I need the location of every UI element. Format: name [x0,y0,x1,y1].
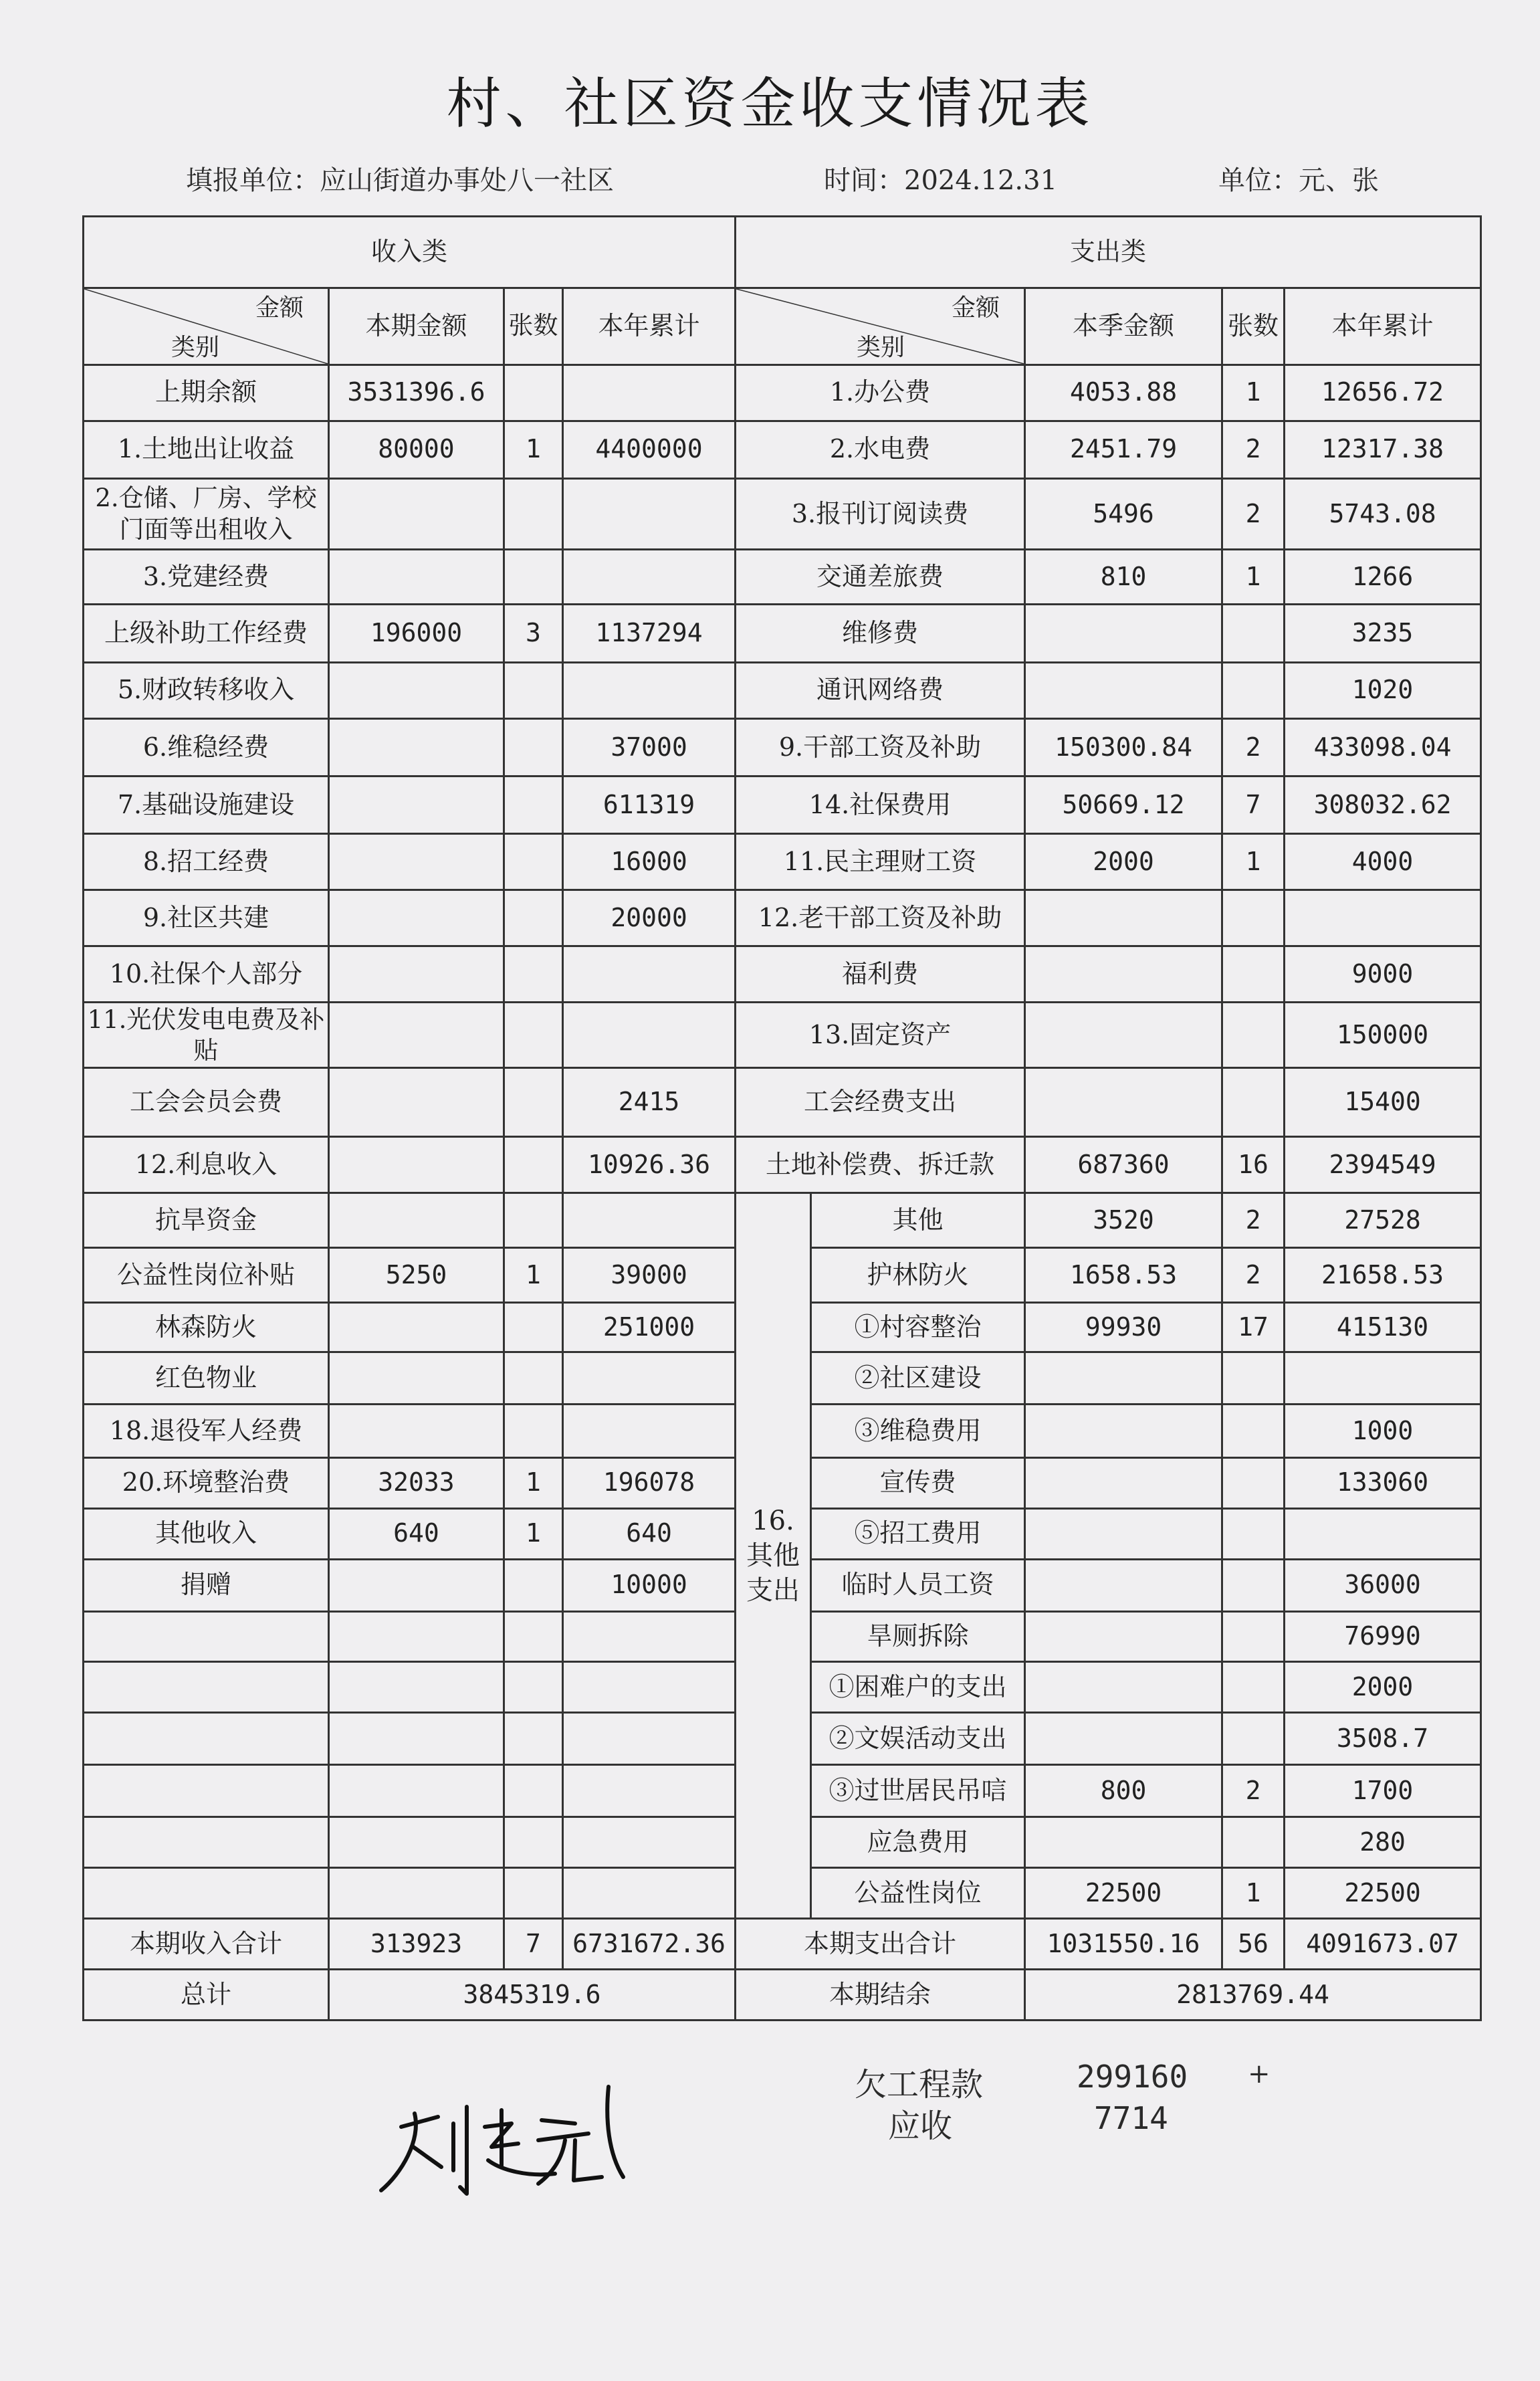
income-category-cell: 12.利息收入 [84,1136,329,1193]
expense-count-cell [1222,1003,1285,1068]
other-expense-category-cell: ⑤招工费用 [811,1508,1025,1559]
page-title: 村、社区资金收支情况表 [446,72,1094,136]
expense-ytd-cell [1285,890,1481,946]
other-expense-count-cell: 2 [1222,1193,1285,1247]
income-category-cell: 20.环境整治费 [84,1457,329,1508]
other-expense-ytd-cell: 22500 [1285,1868,1481,1919]
receivable-value: 7714 [1094,2100,1168,2136]
income-count-cell [504,1713,563,1765]
income-ytd-cell: 10000 [563,1559,736,1611]
other-expense-current-cell [1025,1662,1222,1713]
income-count-cell [504,550,563,605]
income-current-cell [329,1868,504,1919]
income-count-cell: 1 [504,421,563,478]
income-count-cell [504,1068,563,1137]
income-current-cell [329,834,504,890]
income-total-label: 本期收入合计 [84,1918,329,1969]
income-ytd-cell: 4400000 [563,421,736,478]
income-section-header: 收入类 [84,217,736,288]
other-expense-ytd-cell [1285,1352,1481,1404]
expense-category-label: 类别 [857,333,905,361]
expense-current-cell [1025,890,1222,946]
other-expense-count-cell [1222,1457,1285,1508]
income-current-cell [329,776,504,833]
income-current-cell [329,662,504,718]
expense-ytd-cell: 12317.38 [1285,421,1481,478]
other-expense-category-cell: 应急费用 [811,1817,1025,1868]
other-expense-ytd-cell: 1000 [1285,1404,1481,1457]
income-count-cell: 3 [504,605,563,662]
income-current-cell [329,890,504,946]
expense-count-cell [1222,1068,1285,1137]
other-expense-current-cell [1025,1508,1222,1559]
expense-total-label: 本期支出合计 [736,1918,1025,1969]
plus-sign: + [1248,2059,1271,2089]
income-category-cell [84,1713,329,1765]
expense-total-current: 1031550.16 [1025,1918,1222,1969]
income-category-cell: 捐赠 [84,1559,329,1611]
expense-ytd-cell: 12656.72 [1285,365,1481,421]
expense-category-cell: 1.办公费 [736,365,1025,421]
income-count-cell: 1 [504,1247,563,1302]
expense-current-cell: 4053.88 [1025,365,1222,421]
income-current-header: 本期金额 [329,288,504,365]
income-ytd-cell: 640 [563,1508,736,1559]
income-amount-label: 金额 [255,294,304,322]
income-category-cell: 1.土地出让收益 [84,421,329,478]
income-count-cell [504,1765,563,1817]
income-count-cell [504,1611,563,1662]
other-expense-category-cell: 宣传费 [811,1457,1025,1508]
income-ytd-cell [563,662,736,718]
income-count-cell [504,1817,563,1868]
income-category-label: 类别 [171,333,220,361]
income-category-cell [84,1765,329,1817]
expense-section-header: 支出类 [736,217,1481,288]
expense-category-cell: 14.社保费用 [736,776,1025,833]
income-ytd-cell [563,1868,736,1919]
other-expense-ytd-cell: 36000 [1285,1559,1481,1611]
income-diagonal-header [84,288,329,365]
other-expense-category-cell: 公益性岗位 [811,1868,1025,1919]
income-ytd-cell [563,1352,736,1404]
income-current-cell [329,550,504,605]
income-current-cell [329,1303,504,1352]
income-current-cell: 32033 [329,1457,504,1508]
expense-ytd-cell: 150000 [1285,1003,1481,1068]
income-ytd-cell: 10926.36 [563,1136,736,1193]
income-current-cell [329,1404,504,1457]
other-expense-ytd-cell: 133060 [1285,1457,1481,1508]
other-expense-group-label: 16.其他支出 [736,1193,811,1918]
expense-category-cell: 3.报刊订阅读费 [736,478,1025,550]
expense-count-cell: 1 [1222,550,1285,605]
expense-category-cell: 11.民主理财工资 [736,834,1025,890]
income-category-cell: 9.社区共建 [84,890,329,946]
grand-total-label: 总计 [84,1969,329,2020]
income-ytd-cell [563,1713,736,1765]
expense-ytd-header: 本年累计 [1285,288,1481,365]
other-expense-current-cell [1025,1404,1222,1457]
expense-category-cell: 交通差旅费 [736,550,1025,605]
income-ytd-cell: 1137294 [563,605,736,662]
other-expense-category-cell: 旱厕拆除 [811,1611,1025,1662]
income-current-cell: 640 [329,1508,504,1559]
other-expense-count-cell [1222,1352,1285,1404]
other-expense-current-cell: 1658.53 [1025,1247,1222,1302]
expense-current-cell: 2000 [1025,834,1222,890]
income-ytd-cell [563,1611,736,1662]
expense-amount-label: 金额 [952,294,1000,322]
income-category-cell: 上级补助工作经费 [84,605,329,662]
income-ytd-cell: 16000 [563,834,736,890]
income-category-cell: 10.社保个人部分 [84,946,329,1003]
income-ytd-cell [563,1404,736,1457]
income-category-cell [84,1662,329,1713]
expense-ytd-cell: 1020 [1285,662,1481,718]
income-category-cell: 11.光伏发电电费及补贴 [84,1003,329,1068]
grand-total-value: 3845319.6 [329,1969,736,2020]
income-count-cell [504,834,563,890]
expense-count-cell: 16 [1222,1136,1285,1193]
income-current-cell: 5250 [329,1247,504,1302]
other-expense-count-cell [1222,1508,1285,1559]
expense-current-cell: 2451.79 [1025,421,1222,478]
expense-count-cell [1222,946,1285,1003]
income-count-cell: 1 [504,1457,563,1508]
income-ytd-cell [563,1662,736,1713]
income-current-cell [329,1817,504,1868]
income-ytd-cell: 611319 [563,776,736,833]
expense-count-cell [1222,605,1285,662]
expense-category-cell: 福利费 [736,946,1025,1003]
other-expense-current-cell [1025,1817,1222,1868]
other-expense-category-cell: ②社区建设 [811,1352,1025,1404]
reporting-unit: 填报单位：应山街道办事处八一社区 [186,165,614,196]
other-expense-current-cell: 3520 [1025,1193,1222,1247]
expense-count-cell: 1 [1222,365,1285,421]
expense-current-cell: 810 [1025,550,1222,605]
income-current-cell: 80000 [329,421,504,478]
income-category-cell: 工会会员会费 [84,1068,329,1137]
expense-category-cell: 12.老干部工资及补助 [736,890,1025,946]
expense-current-cell [1025,605,1222,662]
income-ytd-cell: 2415 [563,1068,736,1137]
income-current-cell [329,946,504,1003]
other-expense-current-cell: 22500 [1025,1868,1222,1919]
income-count-cell [504,1559,563,1611]
expense-current-cell [1025,1003,1222,1068]
income-ytd-cell: 196078 [563,1457,736,1508]
expense-count-cell: 2 [1222,421,1285,478]
owed-label: 欠工程款 [855,2066,984,2103]
income-count-cell [504,890,563,946]
income-ytd-cell: 20000 [563,890,736,946]
income-ytd-cell: 39000 [563,1247,736,1302]
other-expense-count-cell [1222,1404,1285,1457]
signature [374,2053,669,2207]
income-current-cell [329,1136,504,1193]
income-count-cell [504,1868,563,1919]
income-ytd-cell: 251000 [563,1303,736,1352]
income-total-ytd: 6731672.36 [563,1918,736,1969]
income-ytd-cell [563,550,736,605]
other-expense-ytd-cell: 27528 [1285,1193,1481,1247]
expense-ytd-cell: 3235 [1285,605,1481,662]
income-ytd-cell [563,1765,736,1817]
owed-engineering [855,2059,1271,2105]
expense-current-cell: 5496 [1025,478,1222,550]
other-expense-count-cell [1222,1611,1285,1662]
other-expense-count-cell [1222,1713,1285,1765]
other-expense-current-cell [1025,1559,1222,1611]
expense-count-cell: 2 [1222,478,1285,550]
income-count-cell: 1 [504,1508,563,1559]
income-current-cell: 196000 [329,605,504,662]
income-total-current: 313923 [329,1918,504,1969]
income-count-cell [504,1136,563,1193]
other-expense-category-cell: 护林防火 [811,1247,1025,1302]
income-ytd-cell [563,1817,736,1868]
receivable [888,2100,1168,2146]
income-category-cell: 6.维稳经费 [84,718,329,776]
income-category-cell [84,1817,329,1868]
expense-category-cell: 2.水电费 [736,421,1025,478]
other-expense-ytd-cell: 1700 [1285,1765,1481,1817]
income-ytd-header: 本年累计 [563,288,736,365]
income-count-cell [504,1303,563,1352]
currency-unit: 单位：元、张 [1218,165,1379,196]
expense-category-cell: 土地补偿费、拆迁款 [736,1136,1025,1193]
expense-count-cell: 2 [1222,718,1285,776]
other-expense-ytd-cell [1285,1508,1481,1559]
balance-label: 本期结余 [736,1969,1025,2020]
expense-ytd-cell: 4000 [1285,834,1481,890]
expense-count-header: 张数 [1222,288,1285,365]
expense-ytd-cell: 9000 [1285,946,1481,1003]
income-ytd-cell [563,478,736,550]
income-total-count: 7 [504,1918,563,1969]
income-count-cell [504,1193,563,1247]
other-expense-category-cell: ①村容整治 [811,1303,1025,1352]
expense-count-cell: 7 [1222,776,1285,833]
income-current-cell: 3531396.6 [329,365,504,421]
income-category-cell: 林森防火 [84,1303,329,1352]
expense-ytd-cell: 15400 [1285,1068,1481,1137]
income-count-cell [504,662,563,718]
other-expense-ytd-cell: 76990 [1285,1611,1481,1662]
income-category-cell: 7.基础设施建设 [84,776,329,833]
other-expense-category-cell: 其他 [811,1193,1025,1247]
expense-count-cell [1222,662,1285,718]
expense-current-cell: 50669.12 [1025,776,1222,833]
income-current-cell [329,1003,504,1068]
income-count-cell [504,946,563,1003]
income-category-cell: 5.财政转移收入 [84,662,329,718]
income-ytd-cell: 37000 [563,718,736,776]
income-current-cell [329,1765,504,1817]
income-category-cell: 上期余额 [84,365,329,421]
income-category-cell: 其他收入 [84,1508,329,1559]
income-current-cell [329,1193,504,1247]
expense-ytd-cell: 2394549 [1285,1136,1481,1193]
expense-ytd-cell: 1266 [1285,550,1481,605]
income-category-cell: 2.仓储、厂房、学校门面等出租收入 [84,478,329,550]
finance-table [82,215,1482,2021]
report-time: 时间：2024.12.31 [824,165,1058,196]
expense-category-cell: 通讯网络费 [736,662,1025,718]
income-count-cell [504,478,563,550]
other-expense-ytd-cell: 280 [1285,1817,1481,1868]
income-ytd-cell [563,946,736,1003]
other-expense-count-cell [1222,1817,1285,1868]
income-category-cell [84,1611,329,1662]
other-expense-current-cell: 99930 [1025,1303,1222,1352]
expense-category-cell: 13.固定资产 [736,1003,1025,1068]
other-expense-category-cell: 临时人员工资 [811,1559,1025,1611]
other-expense-ytd-cell: 415130 [1285,1303,1481,1352]
other-expense-count-cell [1222,1559,1285,1611]
income-ytd-cell [563,1193,736,1247]
income-current-cell [329,1068,504,1137]
expense-count-cell [1222,890,1285,946]
other-expense-count-cell: 2 [1222,1765,1285,1817]
other-expense-category-cell: ①困难户的支出 [811,1662,1025,1713]
other-expense-ytd-cell: 2000 [1285,1662,1481,1713]
other-expense-current-cell: 800 [1025,1765,1222,1817]
income-category-cell: 8.招工经费 [84,834,329,890]
income-current-cell [329,1559,504,1611]
income-count-header: 张数 [504,288,563,365]
other-expense-ytd-cell: 3508.7 [1285,1713,1481,1765]
expense-current-cell: 150300.84 [1025,718,1222,776]
expense-current-cell [1025,662,1222,718]
other-expense-category-cell: ③过世居民吊唁 [811,1765,1025,1817]
income-category-cell: 公益性岗位补贴 [84,1247,329,1302]
expense-ytd-cell: 5743.08 [1285,478,1481,550]
receivable-label: 应收 [888,2107,953,2145]
income-count-cell [504,776,563,833]
expense-category-cell: 9.干部工资及补助 [736,718,1025,776]
expense-total-ytd: 4091673.07 [1285,1918,1481,1969]
income-ytd-cell [563,1003,736,1068]
other-expense-category-cell: ③维稳费用 [811,1404,1025,1457]
expense-current-cell: 687360 [1025,1136,1222,1193]
income-current-cell [329,1611,504,1662]
owed-value: 299160 [1077,2059,1188,2095]
income-category-cell: 红色物业 [84,1352,329,1404]
income-category-cell: 18.退役军人经费 [84,1404,329,1457]
other-expense-count-cell: 2 [1222,1247,1285,1302]
income-current-cell [329,1662,504,1713]
income-current-cell [329,718,504,776]
other-expense-category-cell: ②文娱活动支出 [811,1713,1025,1765]
expense-category-cell: 工会经费支出 [736,1068,1025,1137]
expense-current-cell [1025,1068,1222,1137]
expense-total-count: 56 [1222,1918,1285,1969]
income-count-cell [504,1352,563,1404]
other-expense-current-cell [1025,1352,1222,1404]
other-expense-count-cell: 1 [1222,1868,1285,1919]
other-expense-current-cell [1025,1611,1222,1662]
expense-count-cell: 1 [1222,834,1285,890]
income-ytd-cell [563,365,736,421]
income-count-cell [504,718,563,776]
income-count-cell [504,1404,563,1457]
income-current-cell [329,1352,504,1404]
other-expense-ytd-cell: 21658.53 [1285,1247,1481,1302]
income-count-cell [504,1003,563,1068]
income-category-cell [84,1868,329,1919]
other-expense-current-cell [1025,1713,1222,1765]
expense-current-header: 本季金额 [1025,288,1222,365]
income-category-cell: 3.党建经费 [84,550,329,605]
other-expense-current-cell [1025,1457,1222,1508]
expense-current-cell [1025,946,1222,1003]
expense-ytd-cell: 308032.62 [1285,776,1481,833]
income-current-cell [329,1713,504,1765]
balance-value: 2813769.44 [1025,1969,1481,2020]
income-current-cell [329,478,504,550]
expense-category-cell: 维修费 [736,605,1025,662]
income-count-cell [504,1662,563,1713]
other-expense-count-cell: 17 [1222,1303,1285,1352]
expense-ytd-cell: 433098.04 [1285,718,1481,776]
income-count-cell [504,365,563,421]
other-expense-count-cell [1222,1662,1285,1713]
income-category-cell: 抗旱资金 [84,1193,329,1247]
expense-diagonal-header [736,288,1025,365]
